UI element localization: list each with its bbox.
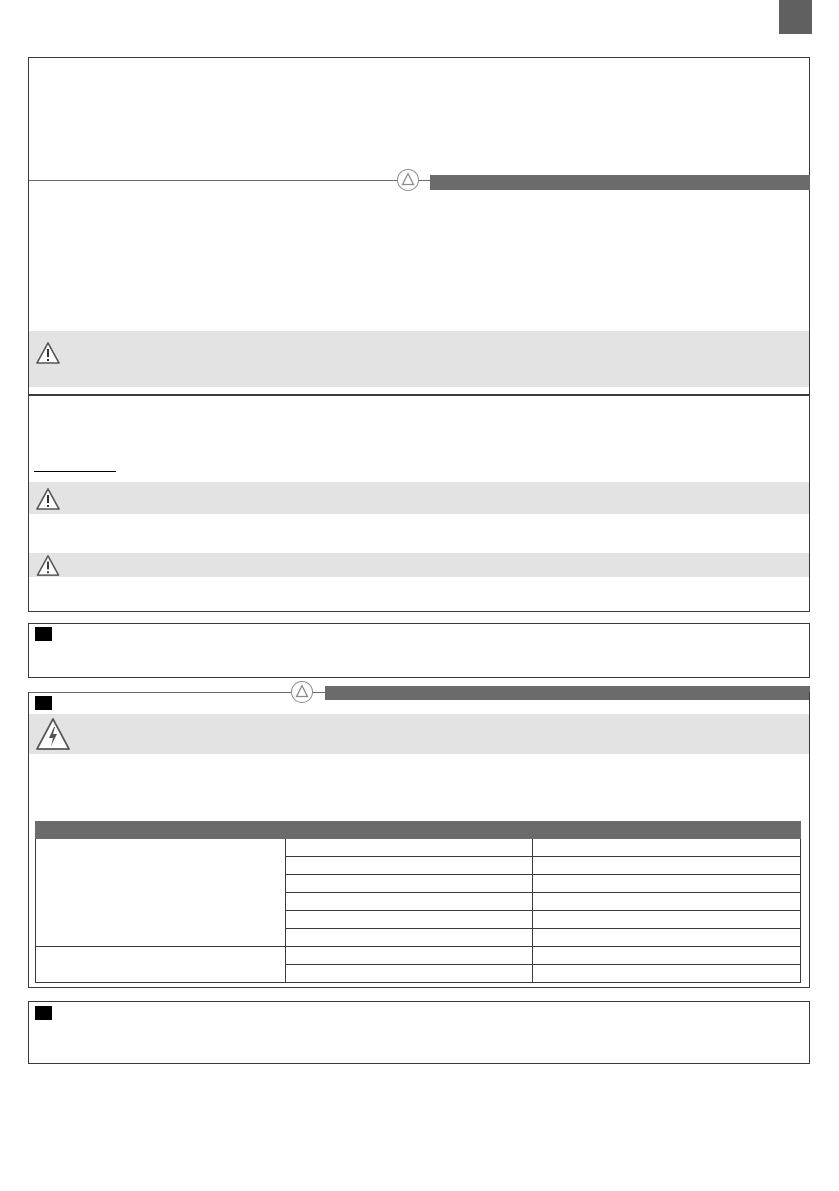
service-circle-icon [397,169,419,191]
table-cell [286,839,533,857]
section-3-frame [28,623,810,678]
table-cell [533,875,801,893]
table-cell [286,875,533,893]
table-cell [533,911,801,929]
warning-band-3 [29,553,809,577]
spec-group-cell [36,839,286,947]
table-row [36,839,801,857]
step-number-box [35,696,52,710]
table-cell [286,947,533,965]
table-cell [533,965,801,983]
spec-header-cell [286,822,533,839]
warning-triangle-icon [35,487,61,511]
electrical-warning-band [29,714,809,754]
underlined-heading-rule [34,471,116,472]
table-cell [533,947,801,965]
table-cell [533,839,801,857]
section-1-header-bar [430,175,810,190]
table-cell [533,857,801,875]
table-cell [286,929,533,947]
spec-table [35,821,801,983]
warning-band-1 [29,331,809,387]
table-cell [533,893,801,911]
warning-triangle-icon [35,554,61,577]
section-5-frame [28,1001,810,1064]
warning-band-2 [29,482,809,514]
spec-table-header [36,822,801,839]
table-row [36,947,801,965]
spec-header-cell [533,822,801,839]
table-cell [286,965,533,983]
table-cell [286,893,533,911]
spec-group-cell [36,947,286,983]
table-cell [286,911,533,929]
section-1-divider-connector [418,180,430,181]
section-1-divider-left [29,180,399,181]
table-cell [286,857,533,875]
step-number-box [35,627,52,641]
page-corner-tab [779,0,812,34]
spec-header-cell [36,822,286,839]
warning-triangle-icon [35,341,61,365]
table-cell [533,929,801,947]
step-number-box [35,1006,52,1020]
electric-hazard-icon [35,717,71,751]
